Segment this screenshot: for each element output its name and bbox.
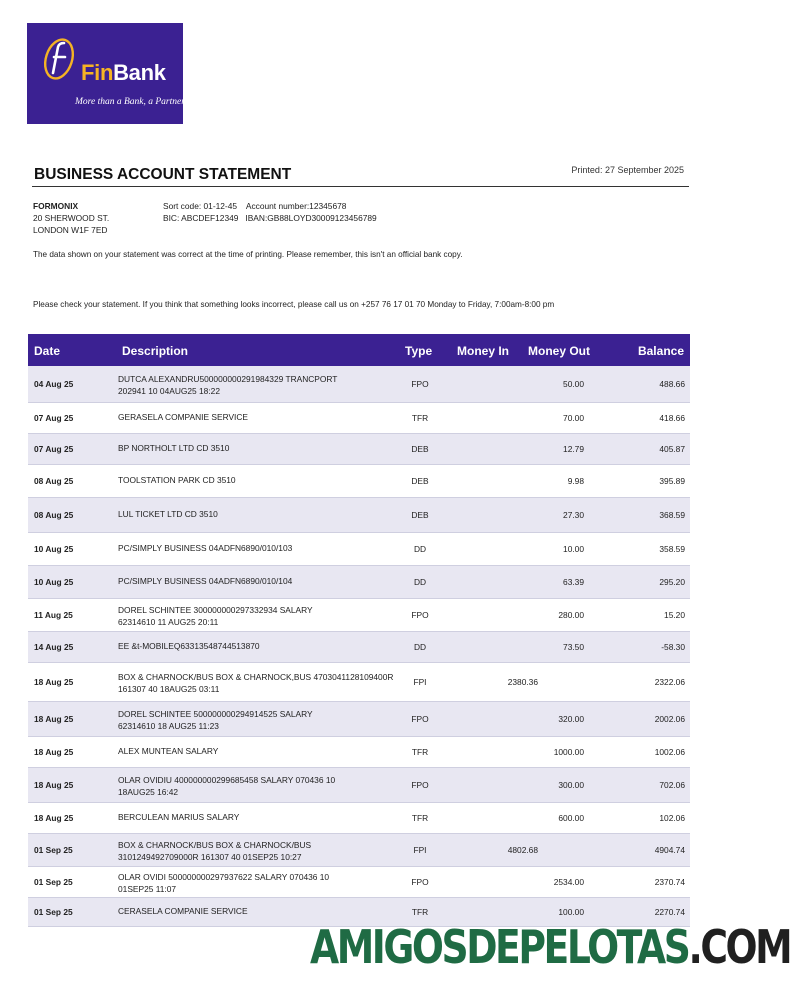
address-line: LONDON W1F 7ED xyxy=(33,225,108,235)
description-cell: LUL TICKET LTD CD 3510 xyxy=(118,509,218,519)
table-row xyxy=(28,663,690,702)
balance-cell: 2002.06 xyxy=(654,714,685,724)
money-out-cell: 63.39 xyxy=(563,577,584,587)
header-type: Type xyxy=(405,344,433,358)
type-cell: FPO xyxy=(411,780,429,790)
table-row xyxy=(28,768,690,803)
type-cell: FPO xyxy=(411,714,429,724)
balance-cell: 4904.74 xyxy=(654,845,685,855)
table-row xyxy=(28,533,690,566)
balance-cell: -58.30 xyxy=(661,642,685,652)
money-out-cell: 12.79 xyxy=(563,444,584,454)
watermark: AMIGOSDEPELOTAS.COM xyxy=(310,920,790,974)
date-cell: 18 Aug 25 xyxy=(34,714,74,724)
header-balance: Balance xyxy=(637,344,684,358)
type-cell: TFR xyxy=(411,413,429,423)
money-out-cell: 1000.00 xyxy=(553,747,584,757)
type-cell: DEB xyxy=(411,444,429,454)
table-row xyxy=(28,803,690,834)
money-out-cell: 27.30 xyxy=(563,510,584,520)
date-cell: 01 Sep 25 xyxy=(34,907,73,917)
type-cell: FPI xyxy=(413,677,427,687)
money-out-cell: 70.00 xyxy=(563,413,584,423)
address-line: 20 SHERWOOD ST. xyxy=(33,213,110,223)
type-cell: TFR xyxy=(411,813,429,823)
date-cell: 14 Aug 25 xyxy=(34,642,74,652)
balance-cell: 702.06 xyxy=(659,780,685,790)
header-money-in: Money In xyxy=(457,344,510,358)
money-out-cell: 300.00 xyxy=(558,780,584,790)
table-row xyxy=(28,737,690,768)
balance-cell: 358.59 xyxy=(659,544,685,554)
date-cell: 01 Sep 25 xyxy=(34,877,73,887)
date-cell: 08 Aug 25 xyxy=(34,476,74,486)
description-cell: PC/SIMPLY BUSINESS 04ADFN6890/010/104 xyxy=(118,576,293,586)
balance-cell: 2322.06 xyxy=(654,677,685,687)
description-cell: BP NORTHOLT LTD CD 3510 xyxy=(118,443,230,453)
description-cell: CERASELA COMPANIE SERVICE xyxy=(118,906,248,916)
table-row xyxy=(28,867,690,898)
description-cell: PC/SIMPLY BUSINESS 04ADFN6890/010/103 xyxy=(118,543,293,553)
balance-cell: 2370.74 xyxy=(654,877,685,887)
date-cell: 08 Aug 25 xyxy=(34,510,74,520)
table-row xyxy=(28,632,690,663)
money-out-cell: 10.00 xyxy=(563,544,584,554)
type-cell: FPO xyxy=(411,877,429,887)
table-header xyxy=(28,334,690,366)
table-row xyxy=(28,834,690,867)
type-cell: DD xyxy=(413,577,427,587)
bic-iban-line: BIC: ABCDEF12349 IBAN:GB88LOYD30009123456789 xyxy=(163,213,377,223)
money-out-cell: 2534.00 xyxy=(553,877,584,887)
table-row xyxy=(28,566,690,599)
date-cell: 01 Sep 25 xyxy=(34,845,73,855)
type-cell: DD xyxy=(413,544,427,554)
description-cell: DOREL SCHINTEE 500000000294914525 SALARY 62314610 18 AUG25 11:23 xyxy=(118,709,313,731)
customer-address xyxy=(33,200,109,236)
date-cell: 18 Aug 25 xyxy=(34,813,74,823)
description-cell: OLAR OVIDIU 400000000299685458 SALARY 070436 10 18AUG25 16:42 xyxy=(118,775,336,797)
money-out-cell: 50.00 xyxy=(563,379,584,389)
type-cell: DD xyxy=(413,642,427,652)
finbank-emblem-icon xyxy=(37,33,81,85)
description-cell: BOX & CHARNOCK/BUS BOX & CHARNOCK/BUS 3101249492709000R 161307 40 01SEP25 10:27 xyxy=(118,840,312,862)
table-row xyxy=(28,498,690,533)
balance-cell: 405.87 xyxy=(659,444,685,454)
balance-cell: 102.06 xyxy=(659,813,685,823)
type-cell: TFR xyxy=(411,907,429,917)
sort-code-line: Sort code: 01-12-45 Account number:12345678 xyxy=(163,201,347,211)
balance-cell: 1002.06 xyxy=(654,747,685,757)
balance-cell: 418.66 xyxy=(659,413,685,423)
description-cell: OLAR OVIDI 500000000297937622 SALARY 070436 10 01SEP25 11:07 xyxy=(118,872,330,894)
description-cell: ALEX MUNTEAN SALARY xyxy=(118,746,219,756)
table-row xyxy=(28,599,690,632)
description-cell: EE &t-MOBILEQ63313548744513870 xyxy=(118,641,260,651)
title-divider xyxy=(32,186,689,187)
description-cell: BOX & CHARNOCK/BUS BOX & CHARNOCK,BUS 4703041128109400R 161307 40 18AUG25 03:11 xyxy=(118,672,394,694)
description-cell: BERCULEAN MARIUS SALARY xyxy=(118,812,240,822)
date-cell: 18 Aug 25 xyxy=(34,747,74,757)
header-description: Description xyxy=(122,344,189,358)
type-cell: FPO xyxy=(411,379,429,389)
date-cell: 07 Aug 25 xyxy=(34,413,74,423)
money-out-cell: 320.00 xyxy=(558,714,584,724)
date-cell: 18 Aug 25 xyxy=(34,780,74,790)
table-row xyxy=(28,702,690,737)
balance-cell: 395.89 xyxy=(659,476,685,486)
description-cell: GERASELA COMPANIE SERVICE xyxy=(118,412,249,422)
balance-cell: 15.20 xyxy=(664,610,685,620)
money-out-cell: 280.00 xyxy=(558,610,584,620)
printed-date: Printed: 27 September 2025 xyxy=(571,165,684,175)
table-row xyxy=(28,403,690,434)
date-cell: 11 Aug 25 xyxy=(34,610,73,620)
bank-name: FinBank xyxy=(81,60,166,85)
type-cell: TFR xyxy=(411,747,429,757)
description-cell: DOREL SCHINTEE 300000000297332934 SALARY 62314610 11 AUG25 20:11 xyxy=(118,605,313,627)
date-cell: 10 Aug 25 xyxy=(34,577,74,587)
statement-title: BUSINESS ACCOUNT STATEMENT xyxy=(34,166,292,183)
balance-cell: 488.66 xyxy=(659,379,685,389)
balance-cell: 295.20 xyxy=(659,577,685,587)
date-cell: 04 Aug 25 xyxy=(34,379,74,389)
table-body xyxy=(28,366,690,927)
description-cell: DUTCA ALEXANDRU500000000291984329 TRANCPORT 202941 10 04AUG25 18:22 xyxy=(118,374,338,396)
money-out-cell: 600.00 xyxy=(558,813,584,823)
money-in-cell: 4802.68 xyxy=(507,845,538,855)
header-date: Date xyxy=(34,344,61,358)
table-row xyxy=(28,465,690,498)
transactions-table xyxy=(28,334,690,927)
money-out-cell: 73.50 xyxy=(563,642,584,652)
bank-logo xyxy=(27,23,183,124)
table-row xyxy=(28,434,690,465)
type-cell: DEB xyxy=(411,476,429,486)
table-row xyxy=(28,366,690,403)
customer-name: FORMONIX xyxy=(33,201,79,211)
type-cell: FPI xyxy=(413,845,427,855)
money-out-cell: 9.98 xyxy=(567,476,584,486)
date-cell: 18 Aug 25 xyxy=(34,677,74,687)
contact-note: Please check your statement. If you think that something looks incorrect, please call us on +257 76 17 01 70 Monday to Friday, 7:00am-8:00 pm xyxy=(33,300,555,309)
money-out-cell: 100.00 xyxy=(558,907,584,917)
balance-cell: 2270.74 xyxy=(654,907,685,917)
header-money-out: Money Out xyxy=(528,344,590,358)
date-cell: 10 Aug 25 xyxy=(34,544,74,554)
date-cell: 07 Aug 25 xyxy=(34,444,74,454)
description-cell: TOOLSTATION PARK CD 3510 xyxy=(118,475,236,485)
type-cell: DEB xyxy=(411,510,429,520)
account-codes xyxy=(163,200,377,224)
bank-tagline: More than a Bank, a Partner xyxy=(75,97,185,107)
balance-cell: 368.59 xyxy=(659,510,685,520)
type-cell: FPO xyxy=(411,610,429,620)
statement-note: The data shown on your statement was correct at the time of printing. Please remember, this isn't an official bank copy. xyxy=(33,250,463,259)
money-in-cell: 2380.36 xyxy=(507,677,538,687)
